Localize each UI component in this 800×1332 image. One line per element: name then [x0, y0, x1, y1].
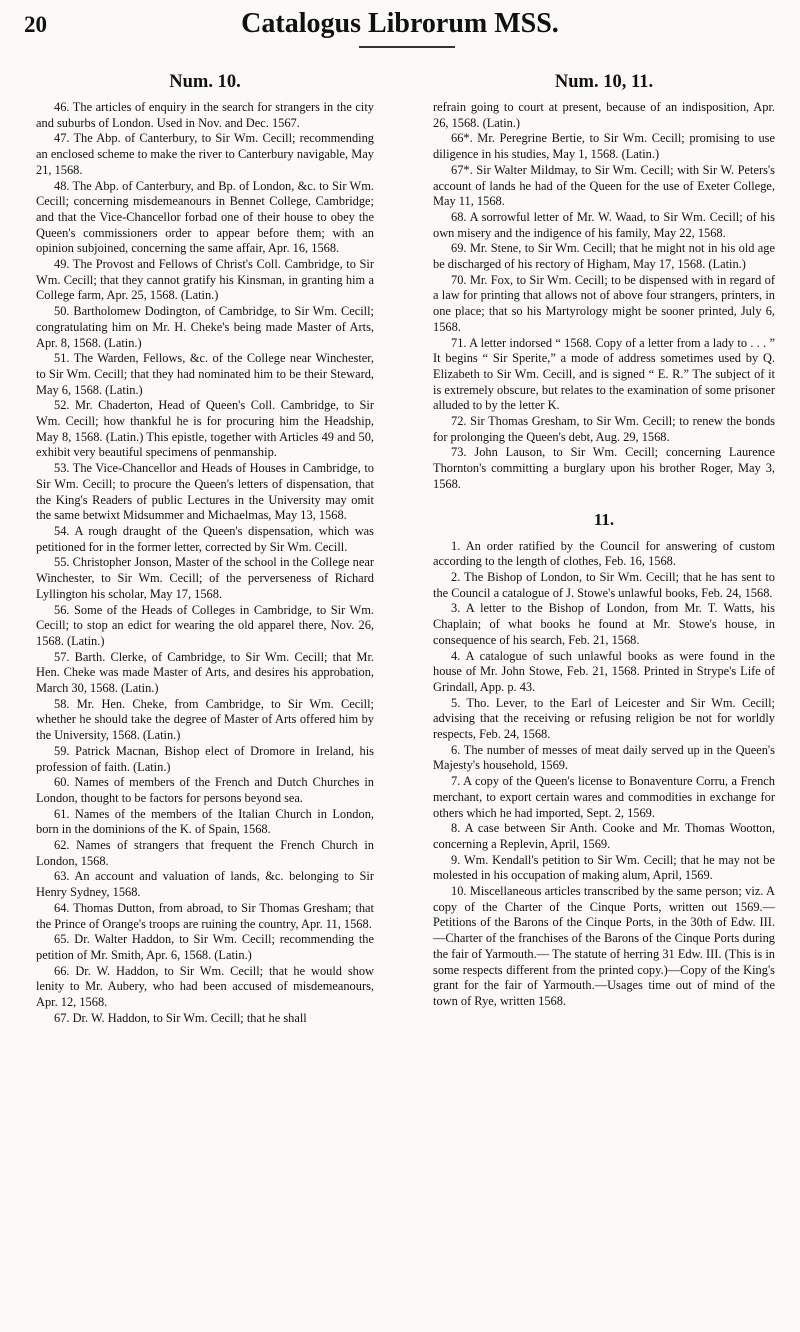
catalogue-entry: 71. A letter indorsed “ 1568. Copy of a letter from a lady to . . . ” It begins “ Sir Sperite,” a mode of address sometimes used by Q. Elizabeth to Sir Wm. Cecill, and is signed “ E. R.” The subject of it is extremely obscure, but relates to the examination of some prisoner alluded to by the letter K. [433, 335, 775, 413]
catalogue-entry: 59. Patrick Macnan, Bishop elect of Dromore in Ireland, his profession of faith. (Latin.) [36, 743, 374, 774]
catalogue-entry: 52. Mr. Chaderton, Head of Queen's Coll. Cambridge, to Sir Wm. Cecill; how thankful he is for procuring him the Headship, May 8, 1568. (Latin.) This epistle, together with Articles 49 and 50, exhibit very beautiful specimens of penmanship. [36, 398, 374, 460]
catalogue-entry: 49. The Provost and Fellows of Christ's Coll. Cambridge, to Sir Wm. Cecill; that they cannot gratify his Kinsman, in granting him a College farm, Apr. 25, 1568. (Latin.) [36, 257, 374, 303]
catalogue-entry: 64. Thomas Dutton, from abroad, to Sir Thomas Gresham; that the Prince of Orange's troops are ruining the country, Apr. 11, 1568. [36, 900, 374, 931]
catalogue-entry: 6. The number of messes of meat daily served up in the Queen's Majesty's household, 1569. [433, 742, 775, 773]
catalogue-entry: 7. A copy of the Queen's license to Bonaventure Corru, a French merchant, to export certain wares and commodities in exchange for others which he had imported, Sept. 2, 1569. [433, 774, 775, 820]
left-column-heading: Num. 10. [169, 72, 241, 92]
catalogue-entry: 70. Mr. Fox, to Sir Wm. Cecill; to be dispensed with in regard of a law for printing that allows not of above four strangers, printers, in one place; that so his Martyrology might be sooner printed, July 6, 1568. [433, 272, 775, 334]
catalogue-entry: refrain going to court at present, because of an indisposition, Apr. 26, 1568. (Latin.) [433, 100, 775, 130]
running-title: Catalogus Librorum MSS. [241, 8, 559, 39]
catalogue-entry: 63. An account and valuation of lands, &c. belonging to Sir Henry Sydney, 1568. [36, 869, 374, 900]
title-rule [359, 46, 455, 48]
catalogue-entry: 72. Sir Thomas Gresham, to Sir Wm. Cecill; to renew the bonds for prolonging the Queen's debt, Aug. 29, 1568. [433, 414, 775, 444]
catalogue-entry: 55. Christopher Jonson, Master of the school in the College near Winchester, to Sir Wm. Cecill; of the perverseness of Richard Lyllington his scholar, May 17, 1568. [36, 555, 374, 601]
catalogue-entry: 68. A sorrowful letter of Mr. W. Waad, to Sir Wm. Cecill; of his own misery and the indigence of his family, May 22, 1568. [433, 209, 775, 240]
catalogue-entry: 53. The Vice-Chancellor and Heads of Houses in Cambridge, to Sir Wm. Cecill; to procure the Queen's letters of dispensation, that the King's Readers of public Lectures in the University may omit the same betwixt Midsummer and Michaelmas, May 13, 1568. [36, 461, 374, 523]
catalogue-entry: 1. An order ratified by the Council for answering of custom according to the length of clothes, Feb. 16, 1568. [433, 538, 775, 569]
right-column [433, 70, 775, 1010]
catalogue-entry: 3. A letter to the Bishop of London, from Mr. T. Watts, his Chaplain; of what books he found at Mr. Stowe's house, in consequence of his search, Feb. 21, 1568. [433, 601, 775, 647]
catalogue-entry: 67*. Sir Walter Mildmay, to Sir Wm. Cecill; with Sir W. Peters's account of lands he had of the Queen for the use of Exeter College, May 11, 1568. [433, 162, 775, 209]
catalogue-entry: 5. Tho. Lever, to the Earl of Leicester and Sir Wm. Cecill; advising that the receiving or refusing religion be not for worldly respects, Feb. 24, 1568. [433, 695, 775, 742]
catalogue-entry: 62. Names of strangers that frequent the French Church in London, 1568. [36, 838, 374, 868]
right-entry-list-num10 [433, 100, 775, 493]
catalogue-entry: 73. John Lauson, to Sir Wm. Cecill; concerning Laurence Thornton's committing a burglary upon his brother Roger, May 3, 1568. [433, 445, 775, 491]
catalogue-entry: 57. Barth. Clerke, of Cambridge, to Sir Wm. Cecill; that Mr. Hen. Cheke was made Master of Arts, and desires his approbation, March 30, 1568. (Latin.) [36, 649, 374, 696]
right-entry-list-num11 [433, 539, 775, 1010]
page-header [0, 0, 800, 72]
catalogue-entry: 58. Mr. Hen. Cheke, from Cambridge, to Sir Wm. Cecill; whether he should take the degree of Master of Arts offered him by the University, 1568. (Latin.) [36, 696, 374, 743]
catalogue-entry: 2. The Bishop of London, to Sir Wm. Cecill; that he has sent to the Council a catalogue of J. Stowe's unlawful books, Feb. 24, 1568. [433, 569, 775, 600]
left-column [36, 70, 374, 1026]
section-heading-11: 11. [593, 509, 615, 529]
catalogue-entry: 47. The Abp. of Canterbury, to Sir Wm. Cecill; recommending an enclosed scheme to make the river to Canterbury navigable, May 21, 1568. [36, 131, 374, 177]
right-column-heading: Num. 10, 11. [554, 72, 654, 92]
catalogue-entry: 60. Names of members of the French and Dutch Churches in London, thought to be factors for persons beyond sea. [36, 775, 374, 805]
catalogue-entry: 4. A catalogue of such unlawful books as were found in the house of Mr. John Stowe, Feb. 21, 1568. Printed in Strype's Life of Grindall, App. p. 43. [433, 648, 775, 694]
catalogue-entry: 67. Dr. W. Haddon, to Sir Wm. Cecill; that he shall [54, 1010, 307, 1025]
catalogue-entry: 46. The articles of enquiry in the search for strangers in the city and suburbs of London. Used in Nov. and Dec. 1567. [36, 100, 374, 130]
catalogue-entry: 8. A case between Sir Anth. Cooke and Mr. Thomas Wootton, concerning a Replevin, April, 1569. [433, 821, 775, 851]
catalogue-entry: 48. The Abp. of Canterbury, and Bp. of London, &c. to Sir Wm. Cecill; concerning misdemeanours in Bennet College, Cambridge; and that the Vice-Chancellor forbad one of their house to obey the Queen's commissioners order to appear before them; with an opinion subjoined, concerning the same affair, Apr. 16, 1568. [36, 178, 374, 256]
catalogue-entry: 66*. Mr. Peregrine Bertie, to Sir Wm. Cecill; promising to use diligence in his studies, May 1, 1568. (Latin.) [433, 131, 775, 162]
catalogue-entry: 54. A rough draught of the Queen's dispensation, which was petitioned for in the former letter, corrected by Sir Wm. Cecill. [36, 523, 374, 554]
catalogue-entry: 50. Bartholomew Dodington, of Cambridge, to Sir Wm. Cecill; congratulating him on Mr. H. Cheke's being made Master of Arts, Apr. 8, 1568. (Latin.) [36, 304, 374, 350]
catalogue-entry: 9. Wm. Kendall's petition to Sir Wm. Cecill; that he may not be molested in his occupation of making alum, April, 1569. [433, 852, 775, 883]
catalogue-entry: 56. Some of the Heads of Colleges in Cambridge, to Sir Wm. Cecill; to stop an edict for wearing the old apparel there, Nov. 26, 1568. (Latin.) [36, 602, 374, 648]
catalogue-entry: 66. Dr. W. Haddon, to Sir Wm. Cecill; that he would show lenity to Mr. Aubery, who had been accused of misdemeanours, Apr. 12, 1568. [36, 963, 374, 1010]
catalogue-entry: 10. Miscellaneous articles transcribed by the same person; viz. A copy of the Charter of the Cinque Ports, written out 1569.— Petitions of the Barons of the Cinque Ports, in the 30th of Edw. III.—Charter of the franchises of the Barons of the Cinque Ports during the fair of Yarmouth.— The statute of herring 31 Edw. III. (This is in some respects different from the printed copy.)—Copy of the King's grant for the fair of Yarmouth.—Usages time out of mind of the town of Rye, written 1568. [433, 884, 775, 1008]
page-number: 20 [24, 12, 47, 37]
left-entry-list [36, 100, 374, 1026]
catalogue-entry: 61. Names of the members of the Italian Church in London, born in the dominions of the K. of Spain, 1568. [36, 806, 374, 837]
catalogue-entry: 65. Dr. Walter Haddon, to Sir Wm. Cecill; recommending the petition of Mr. Smith, Apr. 6, 1568. (Latin.) [36, 932, 374, 962]
catalogue-entry: 51. The Warden, Fellows, &c. of the College near Winchester, to Sir Wm. Cecill; that they had nominated him to be their Steward, May 6, 1568. (Latin.) [36, 351, 374, 397]
catalogue-entry: 69. Mr. Stene, to Sir Wm. Cecill; that he might not in his old age be discharged of his rectory of Higham, May 17, 1568. (Latin.) [433, 241, 775, 272]
